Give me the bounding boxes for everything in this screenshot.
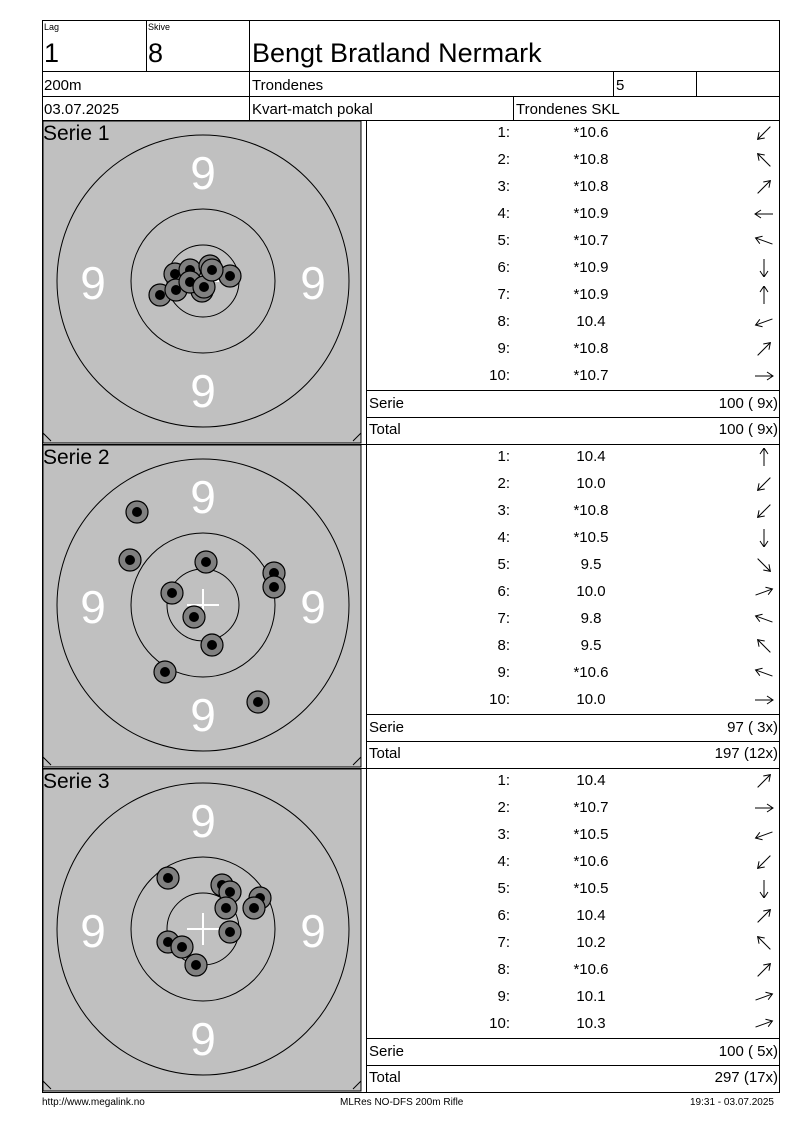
lag-label: Lag (44, 22, 60, 32)
shot-value: *10.5 (573, 880, 609, 897)
serie-row-line (366, 714, 780, 715)
total-row-line (366, 1065, 780, 1066)
direction-arrow-icon (752, 610, 776, 628)
lag-value: 1 (44, 38, 60, 68)
skive-value: 8 (148, 38, 164, 68)
shot-number: 2: (497, 799, 510, 816)
shot-value: 10.4 (576, 772, 606, 789)
shot-value: 9.5 (580, 637, 602, 654)
shot-value: 10.0 (576, 583, 606, 600)
direction-arrow-icon (752, 583, 776, 601)
direction-arrow-icon (752, 205, 776, 223)
footer-url[interactable]: http://www.megalink.no (42, 1097, 145, 1108)
direction-arrow-icon (752, 961, 776, 979)
shot-number: 9: (497, 340, 510, 357)
shot-mark (215, 897, 237, 919)
shot-number: 6: (497, 907, 510, 924)
shot-mark (243, 897, 265, 919)
shot-value: *10.9 (573, 286, 609, 303)
direction-arrow-icon (752, 502, 776, 520)
shot-value: 10.0 (576, 475, 606, 492)
direction-arrow-icon (752, 664, 776, 682)
shot-value: *10.7 (573, 799, 609, 816)
shot-mark (201, 634, 223, 656)
shot-number: 1: (497, 448, 510, 465)
shot-number: 10: (489, 691, 510, 708)
ring-number-label: 9 (300, 905, 326, 957)
series-title: Serie 2 (43, 446, 110, 469)
shot-number: 1: (497, 124, 510, 141)
direction-arrow-icon (752, 529, 776, 547)
ring-number-label: 9 (190, 471, 216, 523)
ring-number-label: 9 (80, 257, 106, 309)
serie-score: 100 ( 5x) (718, 1043, 778, 1060)
shot-value: *10.9 (573, 205, 609, 222)
direction-arrow-icon (752, 151, 776, 169)
shot-number: 10: (489, 1015, 510, 1032)
total-row-line (366, 417, 780, 418)
direction-arrow-icon (752, 340, 776, 358)
shot-number: 5: (497, 556, 510, 573)
footer-timestamp: 19:31 - 03.07.2025 (690, 1097, 774, 1108)
shot-mark (154, 661, 176, 683)
shot-value: *10.6 (573, 961, 609, 978)
distance: 200m (44, 77, 82, 94)
ring-number-label: 9 (190, 1013, 216, 1065)
direction-arrow-icon (752, 475, 776, 493)
shot-value: *10.8 (573, 178, 609, 195)
serie-score: 97 ( 3x) (727, 719, 778, 736)
shot-value: *10.8 (573, 502, 609, 519)
ring-number-label: 9 (190, 795, 216, 847)
shot-mark (157, 867, 179, 889)
total-row-line (366, 741, 780, 742)
ring-number-label: 9 (80, 905, 106, 957)
serie-score: 100 ( 9x) (718, 395, 778, 412)
serie-label: Serie (369, 395, 405, 412)
shot-value: *10.6 (573, 124, 609, 141)
direction-arrow-icon (752, 286, 776, 304)
shot-number: 9: (497, 988, 510, 1005)
shot-number: 8: (497, 313, 510, 330)
shot-number: 6: (497, 583, 510, 600)
footer-program: MLRes NO-DFS 200m Rifle (340, 1097, 464, 1108)
shot-value: *10.7 (573, 367, 609, 384)
shot-mark (183, 606, 205, 628)
target-diagram (43, 121, 365, 445)
shot-mark (161, 582, 183, 604)
shot-number: 7: (497, 934, 510, 951)
club: Trondenes (252, 77, 324, 94)
direction-arrow-icon (752, 934, 776, 952)
shot-mark (185, 954, 207, 976)
shot-value: 10.4 (576, 448, 606, 465)
direction-arrow-icon (752, 1015, 776, 1033)
shot-mark (219, 921, 241, 943)
organizer: Trondenes SKL (516, 101, 620, 118)
total-score: 297 (17x) (714, 1069, 778, 1086)
shot-number: 10: (489, 367, 510, 384)
ring-number-label: 9 (190, 365, 216, 417)
target-diagram (43, 445, 365, 769)
shot-value: *10.8 (573, 151, 609, 168)
shot-value: 10.0 (576, 691, 606, 708)
shooter-name: Bengt Bratland Nermark (252, 38, 542, 68)
shot-mark (263, 576, 285, 598)
shot-number: 3: (497, 178, 510, 195)
shot-value: 9.8 (580, 610, 602, 627)
direction-arrow-icon (752, 313, 776, 331)
shot-mark (247, 691, 269, 713)
column-divider (366, 768, 367, 1092)
shot-number: 5: (497, 880, 510, 897)
direction-arrow-icon (752, 124, 776, 142)
class: 5 (616, 77, 625, 94)
shot-value: *10.9 (573, 259, 609, 276)
shot-number: 7: (497, 610, 510, 627)
shot-value: *10.5 (573, 826, 609, 843)
shot-number: 7: (497, 286, 510, 303)
direction-arrow-icon (752, 826, 776, 844)
shot-number: 2: (497, 151, 510, 168)
direction-arrow-icon (752, 907, 776, 925)
direction-arrow-icon (752, 880, 776, 898)
shot-mark (119, 549, 141, 571)
direction-arrow-icon (752, 853, 776, 871)
shot-value: 10.4 (576, 907, 606, 924)
shot-value: 10.1 (576, 988, 606, 1005)
ring-number-label: 9 (190, 147, 216, 199)
serie-label: Serie (369, 719, 405, 736)
shot-mark (201, 259, 223, 281)
direction-arrow-icon (752, 556, 776, 574)
shot-number: 4: (497, 853, 510, 870)
shot-value: 9.5 (580, 556, 602, 573)
shot-value: 10.2 (576, 934, 606, 951)
shot-number: 3: (497, 826, 510, 843)
skive-label: Skive (148, 22, 171, 32)
direction-arrow-icon (752, 691, 776, 709)
shot-number: 6: (497, 259, 510, 276)
series-title: Serie 3 (43, 770, 110, 793)
date: 03.07.2025 (44, 101, 120, 118)
direction-arrow-icon (752, 988, 776, 1006)
shot-number: 5: (497, 232, 510, 249)
event: Kvart-match pokal (252, 101, 373, 118)
direction-arrow-icon (752, 232, 776, 250)
direction-arrow-icon (752, 799, 776, 817)
ring-number-label: 9 (190, 689, 216, 741)
shot-number: 4: (497, 205, 510, 222)
shot-value: *10.5 (573, 529, 609, 546)
shot-value: 10.3 (576, 1015, 606, 1032)
total-label: Total (369, 1069, 401, 1086)
total-label: Total (369, 745, 401, 762)
shot-number: 3: (497, 502, 510, 519)
ring-number-label: 9 (80, 581, 106, 633)
column-divider (366, 120, 367, 444)
serie-row-line (366, 390, 780, 391)
shot-number: 9: (497, 664, 510, 681)
serie-row-line (366, 1038, 780, 1039)
shot-number: 1: (497, 772, 510, 789)
shot-value: 10.4 (576, 313, 606, 330)
shot-value: *10.8 (573, 340, 609, 357)
total-label: Total (369, 421, 401, 438)
direction-arrow-icon (752, 448, 776, 466)
target-diagram (43, 769, 365, 1093)
total-score: 197 (12x) (714, 745, 778, 762)
shot-number: 2: (497, 475, 510, 492)
direction-arrow-icon (752, 259, 776, 277)
direction-arrow-icon (752, 178, 776, 196)
shot-mark (171, 936, 193, 958)
direction-arrow-icon (752, 637, 776, 655)
column-divider (366, 444, 367, 768)
series-title: Serie 1 (43, 122, 110, 145)
direction-arrow-icon (752, 367, 776, 385)
shot-value: *10.6 (573, 853, 609, 870)
total-score: 100 ( 9x) (718, 421, 778, 438)
shot-number: 8: (497, 961, 510, 978)
shot-number: 8: (497, 637, 510, 654)
shot-mark (195, 551, 217, 573)
shot-mark (126, 501, 148, 523)
serie-label: Serie (369, 1043, 405, 1060)
shot-value: *10.7 (573, 232, 609, 249)
ring-number-label: 9 (300, 581, 326, 633)
shot-value: *10.6 (573, 664, 609, 681)
shot-number: 4: (497, 529, 510, 546)
direction-arrow-icon (752, 772, 776, 790)
ring-number-label: 9 (300, 257, 326, 309)
